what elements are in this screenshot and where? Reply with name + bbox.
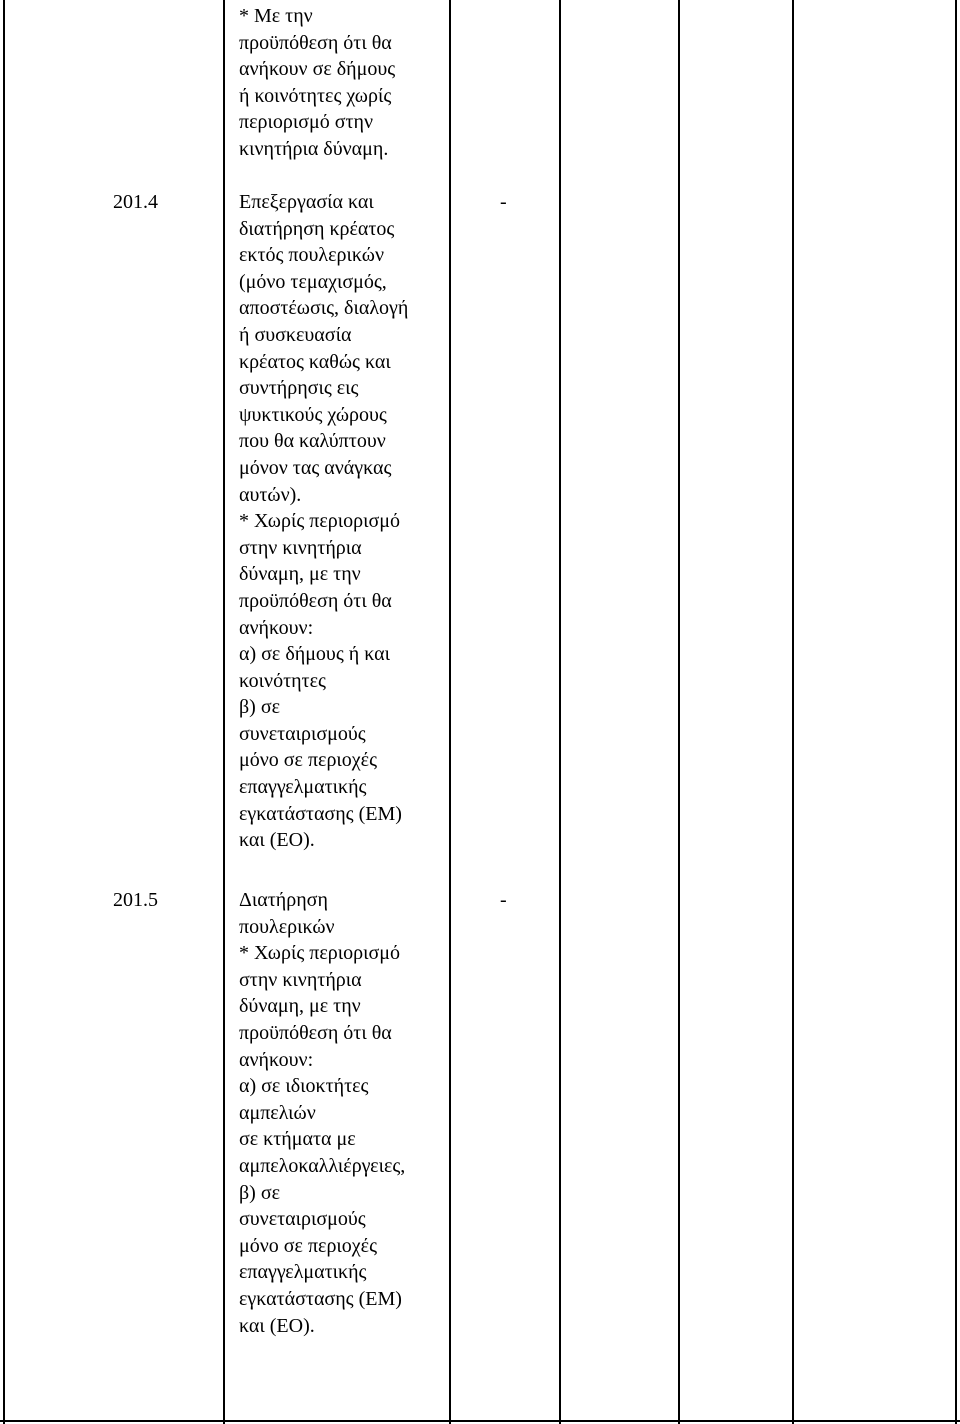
row-3-line: προϋπόθεση ότι θα bbox=[239, 1021, 392, 1044]
row-2-line: συντήρησις εις bbox=[239, 377, 359, 400]
row-2-line: εκτός πουλερικών bbox=[239, 244, 384, 267]
row-2-line: εγκατάστασης (ΕΜ) bbox=[239, 802, 402, 825]
row-2-line: που θα καλύπτουν bbox=[239, 430, 386, 453]
row-2-line: αποστέωσις, διαλογή bbox=[239, 297, 409, 320]
table-border-left bbox=[3, 0, 5, 1424]
row-3-line: δύναμη, με την bbox=[239, 995, 361, 1018]
row-3-line: επαγγελματικής bbox=[239, 1261, 367, 1284]
row-2-line: (μόνο τεμαχισμός, bbox=[239, 270, 387, 293]
row-2-code: 201.4 bbox=[113, 191, 158, 213]
row-2-line: β) σε bbox=[239, 696, 281, 719]
table-column-divider-2 bbox=[449, 0, 451, 1424]
row-2-line: ανήκουν: bbox=[239, 616, 314, 639]
row-3-line: σε κτήματα με bbox=[239, 1128, 356, 1151]
table-border-right bbox=[955, 0, 957, 1424]
row-2-line: προϋπόθεση ότι θα bbox=[239, 589, 392, 612]
row-1-line: * Με την bbox=[239, 5, 313, 27]
table-border-bottom bbox=[0, 1420, 960, 1422]
row-2-line: συνεταιρισμούς bbox=[239, 722, 366, 745]
row-3-line: * Χωρίς περιορισμό bbox=[239, 942, 400, 965]
row-2-line: δύναμη, με την bbox=[239, 563, 361, 586]
row-3-dash: - bbox=[500, 889, 507, 911]
row-3-description bbox=[239, 887, 405, 1339]
table-column-divider-5 bbox=[792, 0, 794, 1424]
table-column-divider-3 bbox=[559, 0, 561, 1424]
row-1-line: ανήκουν σε δήμους bbox=[239, 58, 396, 81]
row-1-line: προϋπόθεση ότι θα bbox=[239, 31, 392, 54]
row-2-line: διατήρηση κρέατος bbox=[239, 217, 395, 240]
row-3-line: και (ΕΟ). bbox=[239, 1314, 315, 1337]
row-2-dash: - bbox=[500, 191, 507, 213]
row-2-line: αυτών). bbox=[239, 483, 302, 506]
row-3-line: α) σε ιδιοκτήτες bbox=[239, 1075, 369, 1098]
row-2-line: στην κινητήρια bbox=[239, 536, 362, 559]
row-3-code: 201.5 bbox=[113, 889, 158, 911]
row-3-line: ανήκουν: bbox=[239, 1048, 314, 1071]
row-2-line: κρέατος καθώς και bbox=[239, 350, 391, 373]
row-2-line: ή συσκευασία bbox=[239, 323, 352, 346]
row-3-line: πουλερικών bbox=[239, 915, 335, 938]
row-3-line: μόνο σε περιοχές bbox=[239, 1234, 377, 1257]
table-column-divider-1 bbox=[223, 0, 225, 1424]
table-column-divider-4 bbox=[678, 0, 680, 1424]
row-3-line: συνεταιρισμούς bbox=[239, 1208, 366, 1231]
row-1-line: ή κοινότητες χωρίς bbox=[239, 84, 392, 107]
row-2-line: ψυκτικούς χώρους bbox=[239, 403, 387, 426]
row-2-description bbox=[239, 189, 408, 854]
row-3-line: αμπελιών bbox=[239, 1101, 316, 1124]
row-1-line: κινητήρια δύναμη. bbox=[239, 137, 389, 160]
row-2-line: α) σε δήμους ή και bbox=[239, 643, 390, 666]
row-3-line: αμπελοκαλλιέργειες, bbox=[239, 1154, 406, 1177]
row-3-line: β) σε bbox=[239, 1181, 281, 1204]
row-2-line: επαγγελματικής bbox=[239, 776, 367, 799]
row-1-line: περιορισμό στην bbox=[239, 111, 374, 134]
row-2-line: κοινότητες bbox=[239, 669, 326, 692]
row-2-line: Επεξεργασία και bbox=[239, 191, 374, 213]
row-2-line: μόνον τας ανάγκας bbox=[239, 456, 392, 479]
row-3-line: εγκατάστασης (ΕΜ) bbox=[239, 1287, 402, 1310]
row-3-line: Διατήρηση bbox=[239, 889, 328, 911]
row-3-line: στην κινητήρια bbox=[239, 968, 362, 991]
row-2-line: μόνο σε περιοχές bbox=[239, 749, 377, 772]
row-2-line: * Χωρίς περιορισμό bbox=[239, 510, 400, 533]
row-1-description bbox=[239, 3, 395, 163]
row-2-line: και (ΕΟ). bbox=[239, 829, 315, 852]
